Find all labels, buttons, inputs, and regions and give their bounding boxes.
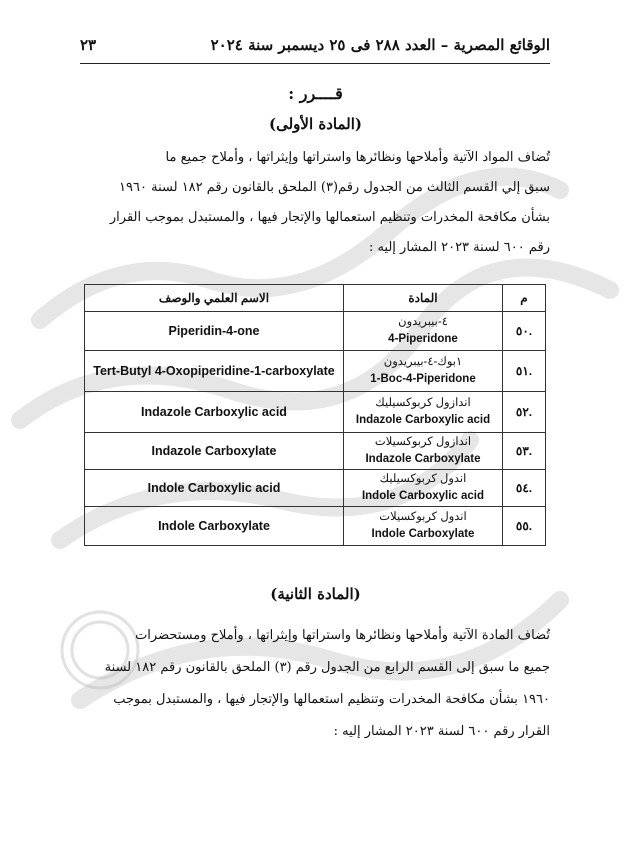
material-english: Indazole Carboxylate — [365, 453, 481, 465]
material-cell — [344, 507, 503, 546]
table-row — [85, 351, 546, 392]
scientific-name: Indazole Carboxylic acid — [141, 405, 287, 419]
scientific-name: Indole Carboxylate — [158, 519, 270, 533]
material-english: 1-Boc-4-Piperidone — [370, 373, 476, 385]
material-english: Indazole Carboxylic acid — [355, 414, 491, 426]
article1-line: رقم ٦٠٠ لسنة ٢٠٢٣ المشار إليه : — [368, 240, 550, 255]
article2-line: القرار رقم ٦٠٠ لسنة ٢٠٢٣ المشار إليه : — [333, 724, 550, 739]
row-number: .٥٤ — [503, 470, 546, 507]
scientific-name-cell — [85, 312, 344, 351]
material-cell — [344, 433, 503, 470]
material-cell — [344, 312, 503, 351]
table-row — [85, 433, 546, 470]
page-header — [80, 30, 550, 60]
table-row — [85, 392, 546, 433]
article2-paragraph — [80, 620, 550, 748]
material-arabic: ٤-بيبريدون — [398, 316, 448, 328]
article1-heading: (المادة الأولى) — [269, 115, 362, 133]
row-number: .٥٥ — [503, 507, 546, 546]
scientific-name-cell — [85, 392, 344, 433]
row-number: .٥١ — [503, 351, 546, 392]
header-material: المادة — [344, 285, 503, 312]
header-scientific: الاسم العلمي والوصف — [85, 285, 344, 312]
scientific-name-cell — [85, 351, 344, 392]
material-arabic: ١بوك-٤-بيبريدون — [383, 356, 463, 368]
material-arabic: اندازول كربوكسيلات — [374, 436, 472, 448]
scientific-name-cell — [85, 470, 344, 507]
scientific-name-cell — [85, 433, 344, 470]
scientific-name: Tert-Butyl 4-Oxopiperidine-1-carboxylate — [93, 364, 335, 378]
scientific-name: Indole Carboxylic acid — [147, 481, 281, 495]
page-number: ٢٣ — [80, 36, 97, 54]
substances-table — [84, 284, 546, 546]
table-header-row — [85, 285, 546, 312]
material-english: Indole Carboxylate — [371, 528, 475, 540]
material-english: 4-Piperidone — [388, 333, 458, 345]
article1-line: بشأن مكافحة المخدرات وتنظيم استعمالها والإتجار فيها ، والمستبدل بموجب القرار — [109, 210, 550, 225]
material-cell — [344, 351, 503, 392]
header-title: الوقائع المصرية – العدد ٢٨٨ فى ٢٥ ديسمبر سنة ٢٠٢٤ — [210, 36, 550, 54]
row-number: .٥٣ — [503, 433, 546, 470]
scientific-name: Indazole Carboxylate — [151, 444, 277, 458]
table-row — [85, 312, 546, 351]
material-cell — [344, 392, 503, 433]
decision-heading: قــــرر : — [288, 84, 343, 103]
row-number: .٥٢ — [503, 392, 546, 433]
header-num: م — [503, 285, 546, 312]
article1-line: تُضاف المواد الآتية وأملاحها ونظائرها واستراتها وإيثراتها ، وأملاح جميع ما — [165, 150, 550, 165]
material-cell — [344, 470, 503, 507]
row-number: .٥٠ — [503, 312, 546, 351]
material-english: Indole Carboxylic acid — [361, 490, 485, 502]
article1-paragraph — [80, 143, 550, 263]
article2-heading: (المادة الثانية) — [270, 585, 361, 603]
scientific-name: Piperidin-4-one — [168, 324, 260, 338]
material-arabic: اندول كربوكسيلات — [379, 511, 467, 523]
article2-line: جميع ما سبق إلى القسم الرابع من الجدول رقم (٣) الملحق بالقانون رقم ١٨٢ لسنة — [104, 660, 550, 675]
article1-line: سبق إلي القسم الثالث من الجدول رقم(٣) الملحق بالقانون رقم ١٨٢ لسنة ١٩٦٠ — [119, 180, 550, 195]
material-arabic: اندازول كربوكسيليك — [375, 397, 471, 409]
table-row — [85, 507, 546, 546]
article2-line: تُضاف المادة الآتية وأملاحها ونظائرها واستراتها وإيثراتها ، وأملاح ومستحضرات — [135, 628, 550, 643]
material-arabic: اندول كربوكسيليك — [379, 473, 467, 485]
article2-line: ١٩٦٠ بشأن مكافحة المخدرات وتنظيم استعمالها والإتجار فيها ، والمستبدل بموجب — [113, 692, 550, 707]
table-row — [85, 470, 546, 507]
header-divider — [80, 63, 550, 64]
scientific-name-cell — [85, 507, 344, 546]
